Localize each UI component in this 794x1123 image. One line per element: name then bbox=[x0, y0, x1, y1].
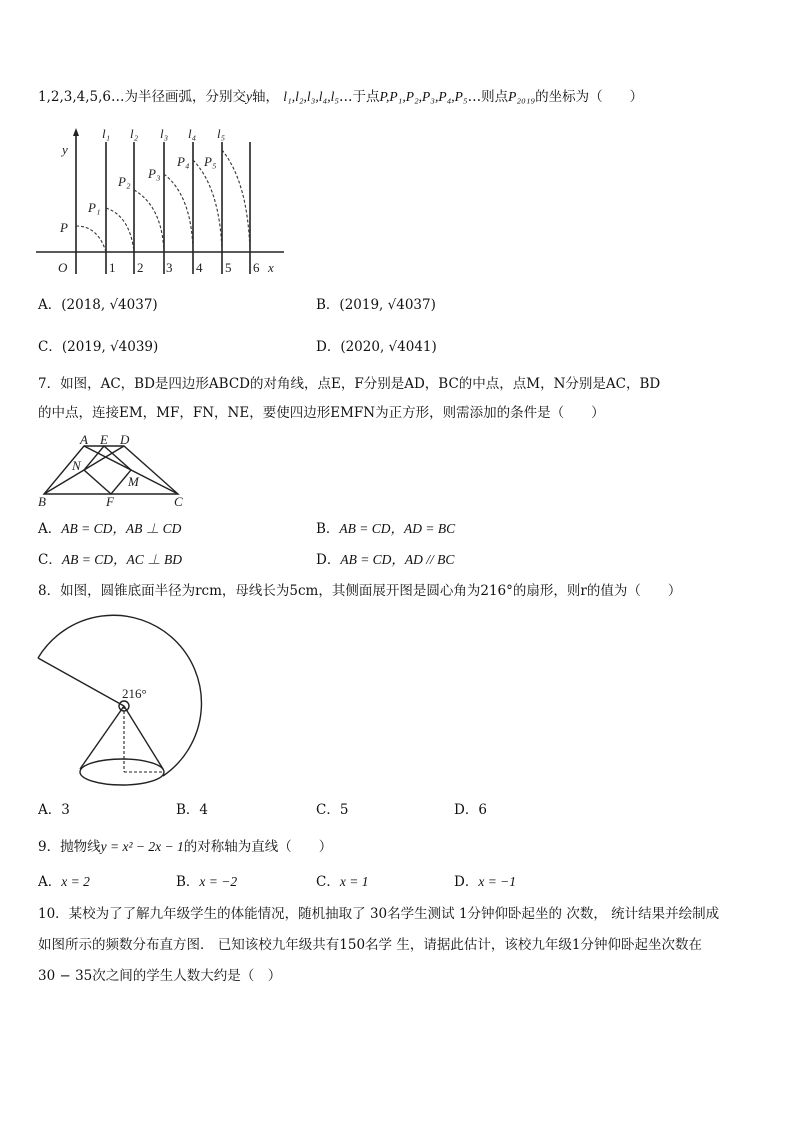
label-M: M bbox=[128, 474, 139, 489]
q6-option-d[interactable]: D．(2020, √4041) bbox=[316, 339, 437, 355]
y-axis-arrow bbox=[73, 128, 79, 136]
label-o: O bbox=[58, 260, 68, 275]
label-l5: l₅ bbox=[217, 126, 226, 141]
label-E: E bbox=[100, 432, 108, 447]
q6-stem-text4: …则点 bbox=[467, 89, 509, 105]
q6-stem bbox=[38, 88, 643, 106]
q8-option-d[interactable]: D．6 bbox=[454, 802, 487, 818]
label-D: D bbox=[120, 432, 130, 447]
label-N: N bbox=[72, 458, 81, 473]
sector-radius bbox=[38, 658, 124, 706]
label-l4: l₄ bbox=[188, 126, 197, 141]
label-p4: P₄ bbox=[177, 154, 190, 169]
q6-stem-text3: …于点 bbox=[339, 89, 380, 105]
tick-4: 4 bbox=[196, 260, 203, 275]
label-p2: P₂ bbox=[118, 174, 131, 189]
q9-option-c[interactable]: C．x = 1 bbox=[316, 874, 369, 890]
arcs bbox=[76, 150, 250, 252]
label-l1: l₁ bbox=[102, 126, 111, 141]
q9-option-a[interactable]: A．x = 2 bbox=[38, 874, 90, 890]
q6-stem-text1: …为半径画弧，分别交 bbox=[111, 89, 246, 105]
label-l3: l₃ bbox=[160, 126, 169, 141]
q8-figure bbox=[36, 606, 216, 790]
q10-stem-line3: 30 − 35次之间的学生人数大约是（ ） bbox=[38, 968, 282, 984]
label-y: y bbox=[62, 142, 68, 157]
q7-figure bbox=[36, 432, 196, 508]
q6-stem-points: P,P₁,P₂,P₃,P₄,P₅ bbox=[379, 89, 468, 104]
label-p5: P₅ bbox=[204, 154, 217, 169]
q6-option-a[interactable]: A．(2018, √4037) bbox=[38, 297, 158, 313]
q6-stem-lines: l₁,l₂,l₃,l₄,l₅ bbox=[283, 89, 340, 104]
q8-option-c[interactable]: C．5 bbox=[316, 802, 349, 818]
q6-figure bbox=[36, 126, 286, 276]
q8-option-b[interactable]: B．4 bbox=[176, 802, 209, 818]
q8-option-a[interactable]: A．3 bbox=[38, 802, 70, 818]
q10-stem-line2: 如图所示的频数分布直方图． 已知该校九年级共有150名学 生，请据此估计，该校九年级1分钟仰卧起坐次数在 bbox=[38, 937, 702, 953]
q9-option-d[interactable]: D．x = −1 bbox=[454, 874, 517, 890]
label-x: x bbox=[268, 260, 274, 275]
q7-option-d[interactable]: D．AB = CD，AD // BC bbox=[316, 552, 455, 568]
q7-option-b[interactable]: B．AB = CD，AD = BC bbox=[316, 521, 456, 537]
q6-option-b[interactable]: B．(2019, √4037) bbox=[316, 297, 436, 313]
q7-option-c[interactable]: C．AB = CD，AC ⊥ BD bbox=[38, 552, 182, 568]
q9-option-b[interactable]: B．x = −2 bbox=[176, 874, 238, 890]
q9-equation: y = x² − 2x − 1 bbox=[100, 839, 184, 854]
tick-5: 5 bbox=[225, 260, 232, 275]
q8-stem-line1: 8．如图，圆锥底面半径为rcm，母线长为5cm，其侧面展开图是圆心角为216°的扇形，则r的值为（ ） bbox=[38, 583, 682, 599]
q6-option-c[interactable]: C．(2019, √4039) bbox=[38, 339, 159, 355]
tick-2: 2 bbox=[137, 260, 144, 275]
tick-1: 1 bbox=[109, 260, 116, 275]
label-p: P bbox=[60, 220, 68, 235]
tick-6: 6 bbox=[253, 260, 260, 275]
q7-stem-line1: 7．如图，AC，BD是四边形ABCD的对角线，点E，F分别是AD，BC的中点，点M，N分别是AC，BD bbox=[38, 376, 661, 392]
q6-stem-radii: 1,2,3,4,5,6 bbox=[38, 89, 111, 105]
label-B: B bbox=[38, 494, 46, 508]
quad-emfn bbox=[84, 446, 131, 494]
q10-stem-line1: 10．某校为了了解九年级学生的体能情况，随机抽取了 30名学生测试 1分钟仰卧起坐的 次数， 统计结果并绘制成 bbox=[38, 906, 720, 922]
label-A: A bbox=[80, 432, 88, 447]
angle-label: 216° bbox=[122, 686, 147, 701]
sector-arc bbox=[38, 615, 201, 776]
q7-stem-line2: 的中点，连接EM，MF，FN，NE，要使四边形EMFN为正方形，则需添加的条件是（ ） bbox=[38, 405, 605, 421]
q6-stem-yaxis: y bbox=[246, 89, 252, 104]
q6-stem-text2: 轴， bbox=[252, 89, 279, 105]
tick-3: 3 bbox=[166, 260, 173, 275]
q9-stem-line1: 9．抛物线y = x² − 2x − 1的对称轴为直线（ ） bbox=[38, 839, 333, 855]
q6-stem-text5: 的坐标为（ ） bbox=[535, 89, 644, 105]
label-p3: P₃ bbox=[148, 166, 161, 181]
label-l2: l₂ bbox=[130, 126, 139, 141]
label-C: C bbox=[174, 494, 183, 508]
label-F: F bbox=[106, 494, 114, 508]
q7-option-a[interactable]: A．AB = CD，AB ⊥ CD bbox=[38, 521, 182, 537]
q6-stem-p2019: P₂₀₁₉ bbox=[508, 89, 536, 104]
label-p1: P₁ bbox=[88, 200, 101, 215]
